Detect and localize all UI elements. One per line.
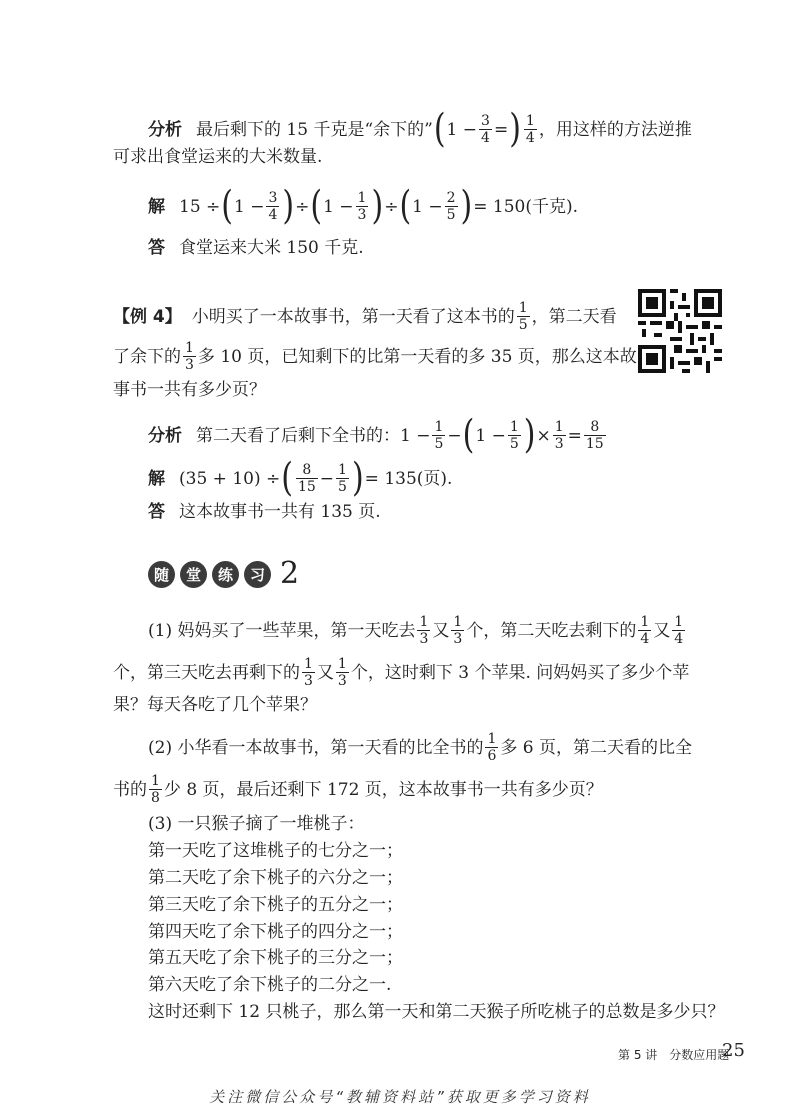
text: 事书一共有多少页？ [113, 380, 266, 400]
promo-banner: 关注微信公众号“教辅资料站”获取更多学习资料 [209, 1088, 591, 1106]
text: − [319, 468, 335, 489]
answer-label: 答 [148, 238, 165, 258]
problem-3-line-8 [148, 1000, 724, 1024]
text: 小明买了一本故事书，第一天看了这本书的 [191, 306, 515, 327]
answer-1 [148, 236, 364, 260]
problem-1-line-3 [113, 693, 317, 717]
text: 1 − [412, 196, 443, 217]
text: 第四天吃了余下桃子的四分之一； [148, 922, 403, 942]
fraction: $\frac{2}{5}$ [446, 190, 456, 223]
text: 这本故事书一共有 135 页. [179, 502, 381, 522]
paren: ( [433, 106, 446, 152]
analysis-2 [148, 412, 608, 458]
example-label: 【例 4】 [113, 306, 182, 327]
problem-1-line-1 [148, 614, 687, 647]
text: ，第二天看 [531, 306, 617, 327]
text: 第五天吃了余下桃子的三分之一； [148, 948, 403, 968]
paren: ) [282, 183, 295, 229]
text: 又 [316, 662, 334, 683]
page-number: 25 [722, 1040, 745, 1061]
paren: ( [281, 455, 293, 501]
problem-3-line-2 [148, 839, 403, 863]
text: 第一天吃了这堆桃子的七分之一； [148, 841, 403, 861]
text: = [567, 425, 582, 446]
fraction: $\frac{1}{6}$ [487, 731, 497, 764]
text: 这时还剩下 12 只桃子，那么第一天和第二天猴子所吃桃子的总数是多少只？ [148, 1002, 725, 1022]
text: 第六天吃了余下桃子的二分之一. [148, 975, 392, 995]
text: − [447, 425, 462, 446]
solution-label: 解 [148, 196, 165, 217]
paren: ( [221, 183, 233, 229]
text: ，用这样的方法逆推 [538, 119, 692, 140]
fraction: $\frac{1}{3}$ [304, 656, 313, 689]
practice-char: 堂 [180, 561, 207, 588]
text: ÷ [384, 196, 399, 217]
paren: ( [399, 183, 412, 229]
text: 又 [653, 620, 671, 641]
practice-heading [148, 556, 300, 591]
practice-char: 习 [244, 561, 271, 588]
fraction: $\frac{1}{3}$ [185, 340, 194, 373]
problem-3-line-4 [148, 893, 403, 917]
fraction: $\frac{1}{4}$ [640, 614, 650, 647]
analysis-label: 分析 [148, 119, 182, 140]
fraction: $\frac{1}{5}$ [509, 419, 519, 452]
practice-number: 2 [280, 556, 300, 591]
fraction: $\frac{1}{5}$ [338, 462, 347, 495]
text: 1 − [323, 196, 354, 217]
text: 可求出食堂运来的大米数量. [113, 147, 323, 167]
text: = 150(千克). [473, 196, 579, 217]
paren: ) [523, 412, 536, 458]
text: 了余下的 [113, 346, 181, 367]
problem-3-line-7 [148, 973, 391, 997]
text: 食堂运来大米 150 千克. [179, 238, 364, 258]
text: (3) 一只猴子摘了一堆桃子： [148, 814, 365, 834]
text: 第二天吃了余下桃子的六分之一； [148, 868, 403, 888]
text: 个，第二天吃去剩下的 [466, 620, 637, 641]
fraction: $\frac{1}{3}$ [554, 419, 564, 452]
text: 多 10 页，已知剩下的比第一天看的多 35 页，那么这本故 [197, 346, 637, 367]
fraction: $\frac{1}{8}$ [151, 773, 160, 806]
text: 书的 [113, 779, 147, 800]
practice-char: 练 [212, 561, 239, 588]
example-4-line-2 [113, 340, 637, 373]
fraction: $\frac{1}{3}$ [453, 614, 463, 647]
practice-char: 随 [148, 561, 175, 588]
text: 个，第三天吃去再剩下的 [113, 662, 300, 683]
text: (1) 妈妈买了一些苹果，第一天吃去 [148, 620, 416, 641]
paren: ) [460, 183, 473, 229]
text: = [493, 119, 509, 140]
text: (35 + 10) ÷ [179, 468, 281, 489]
chapter-label: 第 5 讲 分数应用题 [618, 1048, 730, 1062]
fraction: $\frac{1}{5}$ [434, 419, 444, 452]
solution-1 [148, 183, 579, 229]
fraction: $\frac{3}{4}$ [268, 190, 278, 223]
analysis-1-line-1 [148, 106, 692, 152]
problem-3-line-6 [148, 946, 403, 970]
text: (2) 小华看一本故事书，第一天看的比全书的 [148, 737, 484, 758]
problem-3-line-3 [148, 866, 403, 890]
problem-2-line-2 [113, 773, 603, 806]
text: 1 − [446, 119, 478, 140]
text: 第三天吃了余下桃子的五分之一； [148, 895, 403, 915]
fraction: $\frac{1}{5}$ [518, 300, 528, 333]
solution-label: 解 [148, 468, 165, 489]
text: = 135(页). [364, 468, 453, 489]
fraction: $\frac{1}{3}$ [357, 190, 367, 223]
text: 1 − [475, 425, 506, 446]
paren: ( [310, 183, 323, 229]
paren: ) [509, 106, 521, 152]
answer-2 [148, 500, 381, 524]
example-4-line-3 [113, 378, 266, 402]
fraction: $\frac{1}{4}$ [525, 113, 535, 146]
fraction: $\frac{8}{15}$ [585, 419, 604, 452]
paren: ( [462, 412, 475, 458]
paren: ) [371, 183, 384, 229]
answer-label: 答 [148, 502, 165, 522]
fraction: $\frac{1}{3}$ [337, 656, 347, 689]
fraction: $\frac{3}{4}$ [481, 113, 490, 146]
example-4-line-1 [113, 300, 617, 333]
text: 少 8 页，最后还剩下 172 页，这本故事书一共有多少页？ [163, 779, 603, 800]
text: 个，这时剩下 3 个苹果. 问妈妈买了多少个苹 [350, 662, 690, 683]
solution-2 [148, 455, 453, 501]
fraction: $\frac{8}{15}$ [297, 462, 316, 495]
text: 1 − [234, 196, 265, 217]
analysis-label: 分析 [148, 425, 182, 446]
text: 果？每天各吃了几个苹果？ [113, 695, 317, 715]
problem-2-line-1 [148, 731, 692, 764]
text: 最后剩下的 15 千克是“余下的” [196, 119, 433, 140]
text: ÷ [295, 196, 310, 217]
fraction: $\frac{1}{3}$ [419, 614, 429, 647]
fraction: $\frac{1}{4}$ [674, 614, 684, 647]
text: 多 6 页，第二天看的比全 [500, 737, 693, 758]
problem-1-line-2 [113, 656, 689, 689]
paren: ) [351, 455, 364, 501]
problem-3-line-5 [148, 920, 403, 944]
analysis-1-line-2 [113, 145, 322, 169]
text: 第二天看了后剩下全书的：1 − [196, 425, 431, 446]
text: × [536, 425, 551, 446]
problem-3-line-1 [148, 812, 364, 836]
text: 15 ÷ [179, 196, 221, 217]
qr-code-image[interactable] [638, 289, 722, 373]
text: 又 [432, 620, 450, 641]
